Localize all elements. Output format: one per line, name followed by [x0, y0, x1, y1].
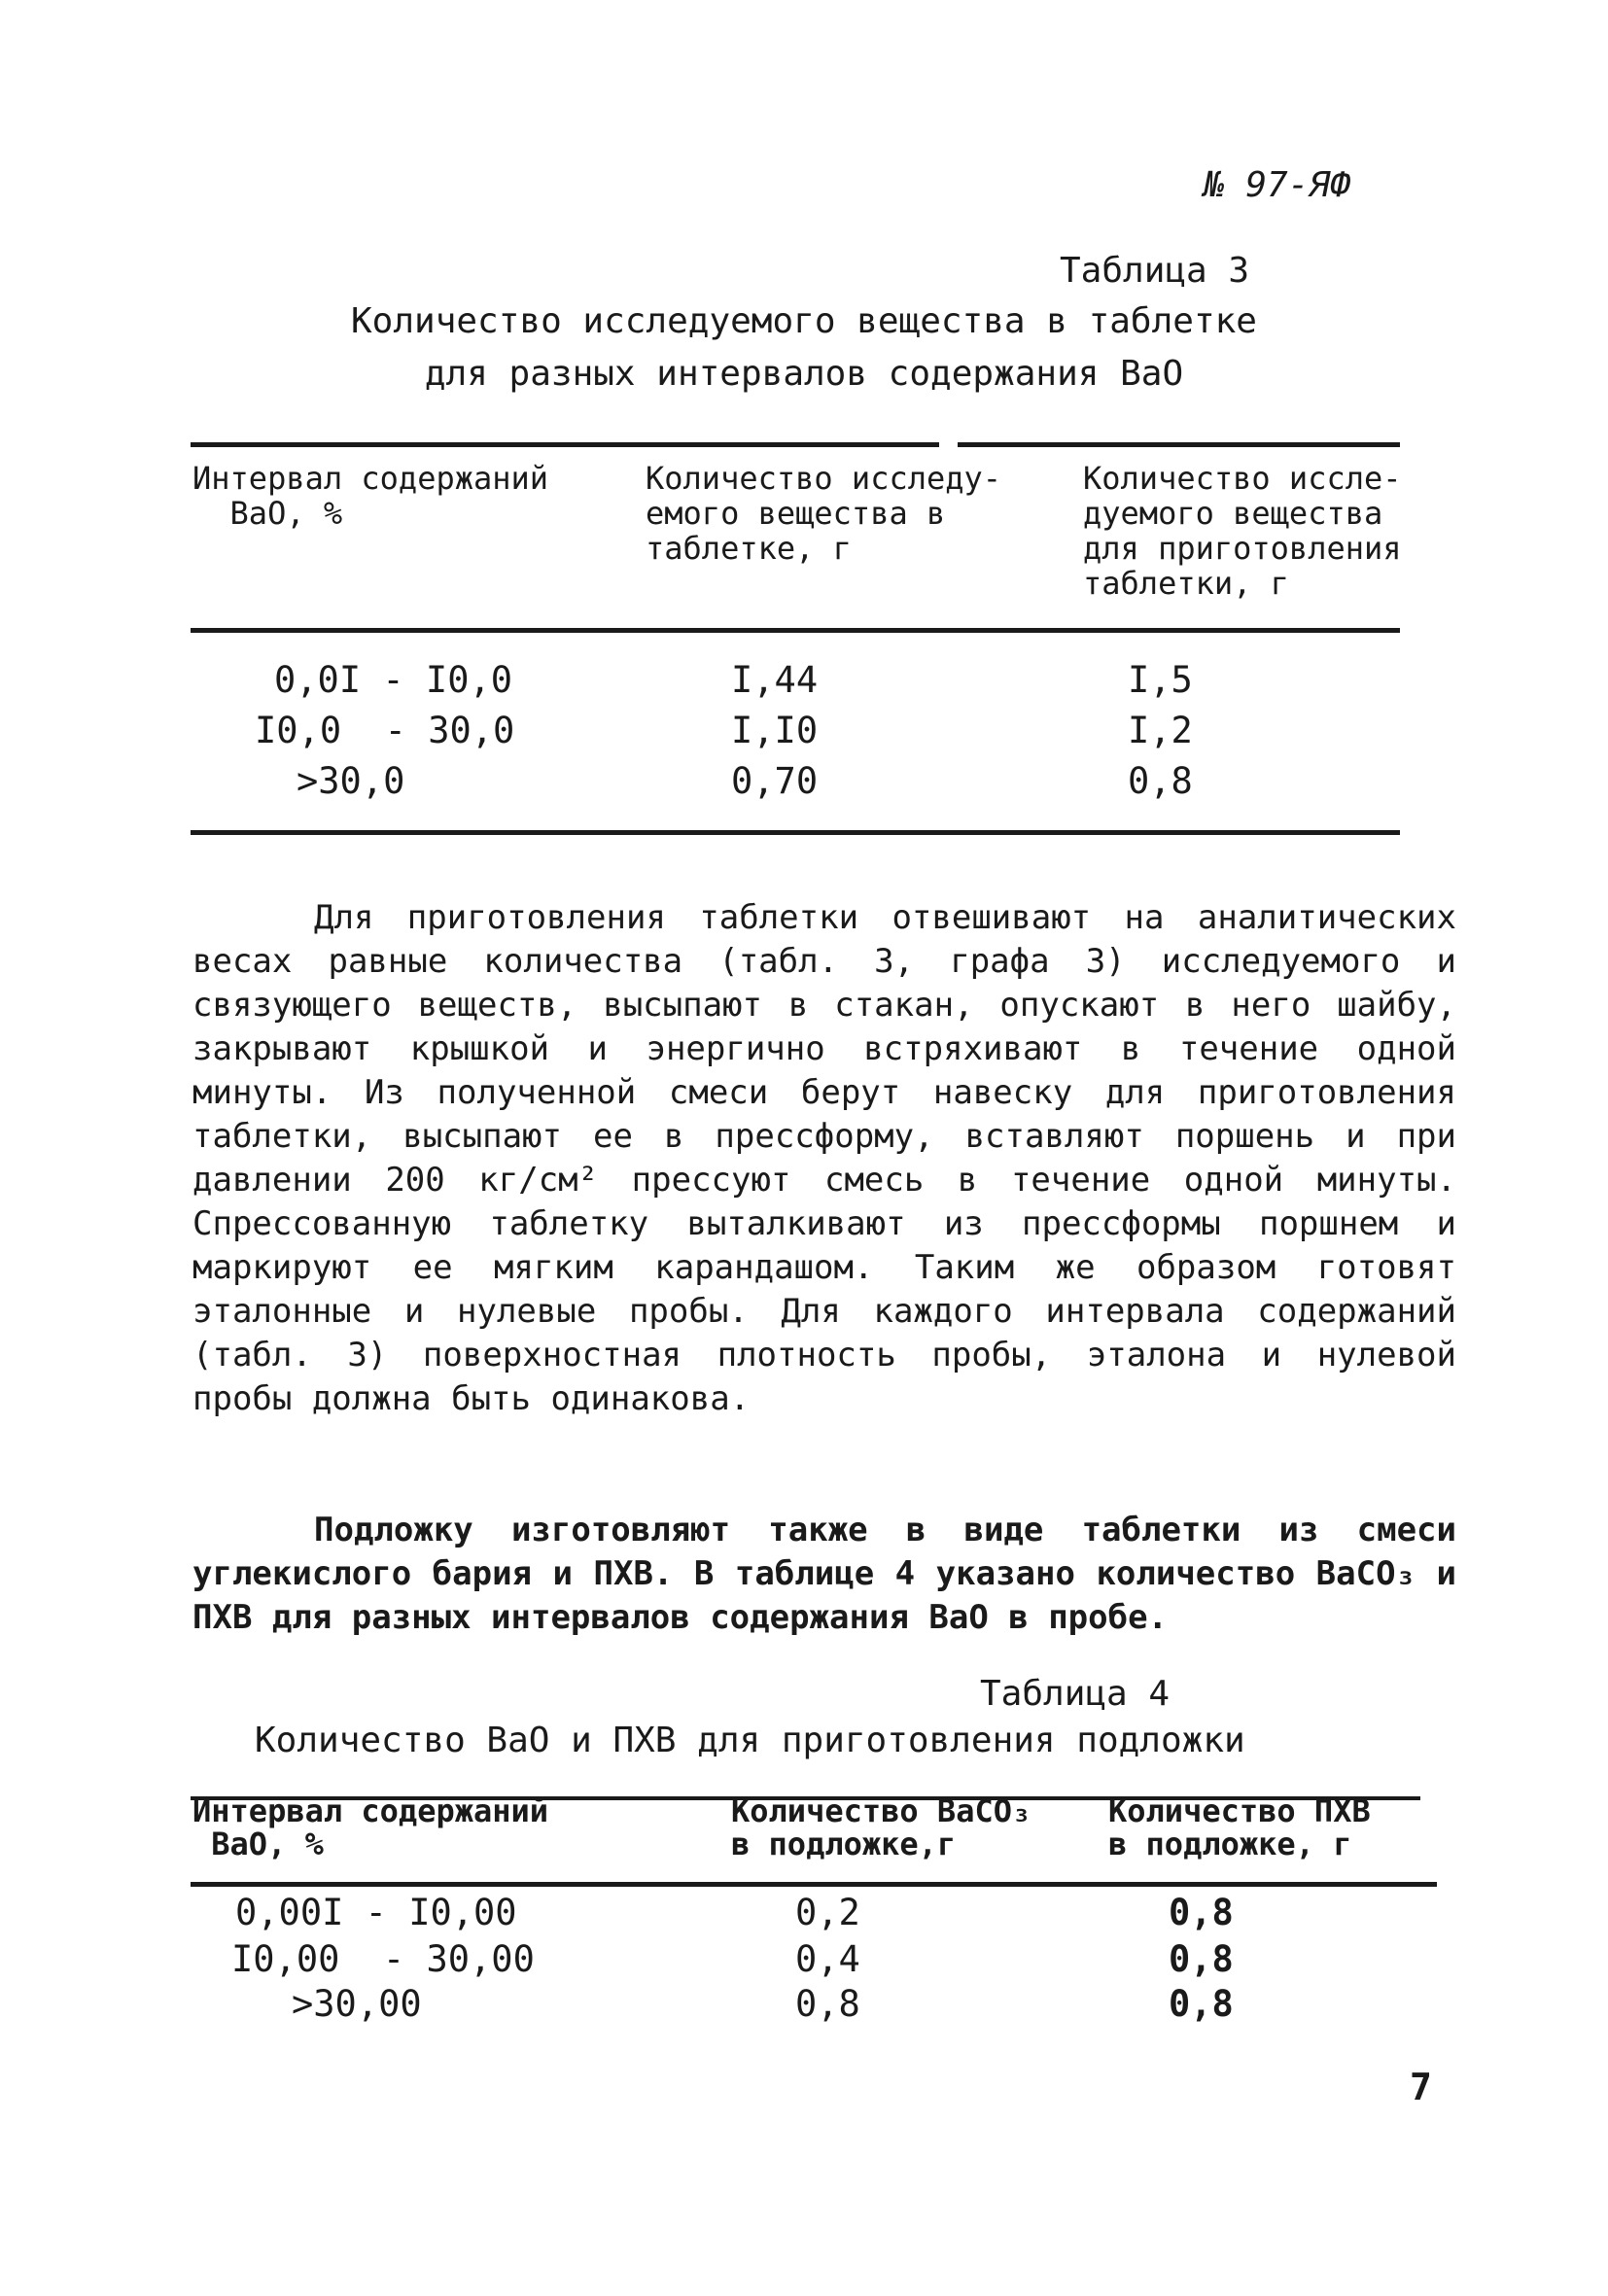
- table4-row2-interval: I0,00 - 30,00: [231, 1938, 535, 1980]
- table3-row3-tablet: 0,70: [731, 760, 819, 802]
- table3-top-rule-right: [958, 442, 1400, 447]
- table3-caption: Таблица 3: [1060, 251, 1250, 291]
- document-number: № 97-ЯФ: [1204, 165, 1351, 205]
- table4-header-interval: Интервал содержаний BaO, %: [192, 1792, 549, 1862]
- table4-header-baco3: Количество ВаСО₃ в подложке,г: [731, 1792, 1031, 1862]
- table4-row3-baco3: 0,8: [795, 1983, 860, 2025]
- table4-row2-pvc: 0,8: [1169, 1938, 1234, 1980]
- table3-row2-preparation: I,2: [1128, 710, 1193, 751]
- table3-title-line2: для разных интервалов содержания ВаО: [424, 354, 1184, 394]
- page-number: 7: [1410, 2066, 1432, 2108]
- table3-header-interval: Интервал содержаний BaO, %: [192, 460, 549, 532]
- table4-row3-interval: >30,00: [292, 1983, 422, 2025]
- table3-row3-interval: >30,0: [297, 760, 405, 802]
- table4-row1-pvc: 0,8: [1169, 1892, 1234, 1933]
- table3-row1-preparation: I,5: [1128, 659, 1193, 701]
- table3-row1-tablet: I,44: [731, 659, 819, 701]
- body-paragraph-1: Для приготовления таблетки отвешивают на аналитических весах равные количества (табл. 3, графа 3) исследуемого и связующего веществ, высыпают в стакан, опускают в него шайбу, закрывают крышкой и энергично встряхивают в течение одной минуты. Из полученной смеси берут навеску для приготовления таблетки, высыпают ее в прессформу, вставляют поршень и при давлении 200 кг/см² прессуют смесь в течение одной минуты. Спрессованную таблетку выталкивают из прессформы поршнем и маркируют ее мягким карандашом. Таким же образом готовят эталонные и нулевые пробы. Для каждого интервала содержаний (табл. 3) поверхностная плотность пробы, эталона и нулевой пробы должна быть одинакова.: [192, 898, 1456, 1418]
- table3-row2-tablet: I,I0: [731, 710, 819, 751]
- table3-header-amount-tablet: Количество исследу- емого вещества в таблетке, г: [646, 460, 1002, 567]
- table3-header-amount-preparation: Количество иссле- дуемого вещества для приготовления таблетки, г: [1083, 460, 1402, 602]
- table3-row1-interval: 0,0I - I0,0: [274, 659, 513, 701]
- table4-caption: Таблица 4: [980, 1674, 1171, 1714]
- table4-header-pvc: Количество ПХВ в подложке, г: [1108, 1792, 1371, 1862]
- table3-bottom-rule: [191, 830, 1400, 835]
- table4-header-rule: [191, 1882, 1437, 1887]
- table4-row2-baco3: 0,4: [795, 1938, 860, 1980]
- table3-title-line1: Количество исследуемого вещества в таблетке: [351, 301, 1257, 341]
- body-paragraph-2: Подложку изготовляют также в виде таблетки из смеси углекислого бария и ПХВ. В таблице 4 указано количество ВаСО₃ и ПХВ для разных интервалов содержания ВаО в пробе.: [192, 1511, 1456, 1637]
- table3-top-rule-left: [191, 442, 939, 447]
- table4-row3-pvc: 0,8: [1169, 1983, 1234, 2025]
- table4-title: Количество ВаО и ПХВ для приготовления подложки: [255, 1721, 1245, 1760]
- table4-row1-baco3: 0,2: [795, 1892, 860, 1933]
- table3-row2-interval: I0,0 - 30,0: [255, 710, 515, 751]
- table3-header-rule: [191, 628, 1400, 633]
- table3-row3-preparation: 0,8: [1128, 760, 1193, 802]
- table4-row1-interval: 0,00I - I0,00: [235, 1892, 517, 1933]
